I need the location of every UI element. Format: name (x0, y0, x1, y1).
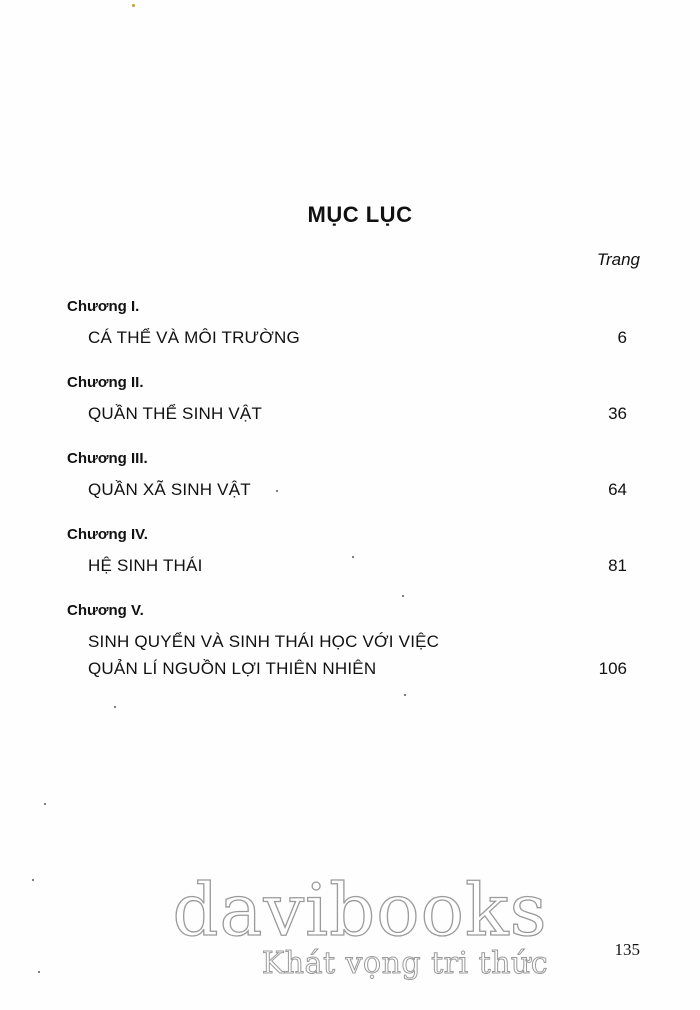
chapter-title (88, 400, 262, 427)
chapter-label: Chương II. (67, 374, 144, 391)
chapter-row (67, 400, 627, 427)
chapter-title (88, 324, 300, 351)
chapter-label: Chương IV. (67, 526, 148, 543)
chapter-title-line: QUẦN XÃ SINH VẬT (88, 480, 251, 499)
scan-speck (114, 706, 116, 708)
page-number: 135 (614, 940, 640, 959)
toc-entry-chapter-3 (67, 448, 627, 503)
chapter-title (88, 476, 251, 503)
chapter-page-number: 106 (598, 659, 627, 678)
chapter-row (67, 324, 627, 351)
watermark-brand: davibooks (172, 868, 548, 952)
toc-entry-chapter-1 (67, 296, 627, 351)
chapter-page-number: 64 (608, 480, 627, 499)
chapter-row (67, 628, 627, 682)
chapter-page-number: 6 (617, 328, 627, 347)
scan-speck (276, 490, 278, 492)
chapter-title (88, 552, 203, 579)
chapter-page-number: 81 (608, 556, 627, 575)
chapter-row (67, 476, 627, 503)
scan-speck (44, 803, 46, 805)
scan-speck (32, 879, 34, 881)
chapter-title (88, 628, 439, 682)
chapter-title-line: HỆ SINH THÁI (88, 556, 203, 575)
scan-speck (404, 694, 406, 696)
watermark-slogan: Khát vọng tri thức (261, 946, 549, 981)
scan-speck (132, 4, 135, 7)
scan-speck (402, 595, 404, 597)
toc-entry-chapter-2 (67, 372, 627, 427)
scan-speck (352, 556, 354, 558)
chapter-title-line: CÁ THỂ VÀ MÔI TRƯỜNG (88, 328, 300, 347)
chapter-label: Chương I. (67, 298, 140, 315)
page-column-label: Trang (596, 250, 640, 269)
toc-title: MỤC LỤC (307, 202, 413, 227)
toc-entry-chapter-5 (67, 600, 627, 682)
chapter-label: Chương III. (67, 450, 148, 467)
chapter-page-number: 36 (608, 404, 627, 423)
chapter-label: Chương V. (67, 602, 144, 619)
chapter-title-line: SINH QUYỂN VÀ SINH THÁI HỌC VỚI VIỆC (88, 632, 440, 651)
toc-entry-chapter-4 (67, 524, 627, 579)
chapter-title-line: QUẢN LÍ NGUỒN LỢI THIÊN NHIÊN (88, 659, 377, 678)
publisher-watermark (150, 870, 570, 982)
chapter-title-line: QUẦN THỂ SINH VẬT (88, 404, 263, 423)
chapter-row (67, 552, 627, 579)
scan-speck (38, 971, 40, 973)
